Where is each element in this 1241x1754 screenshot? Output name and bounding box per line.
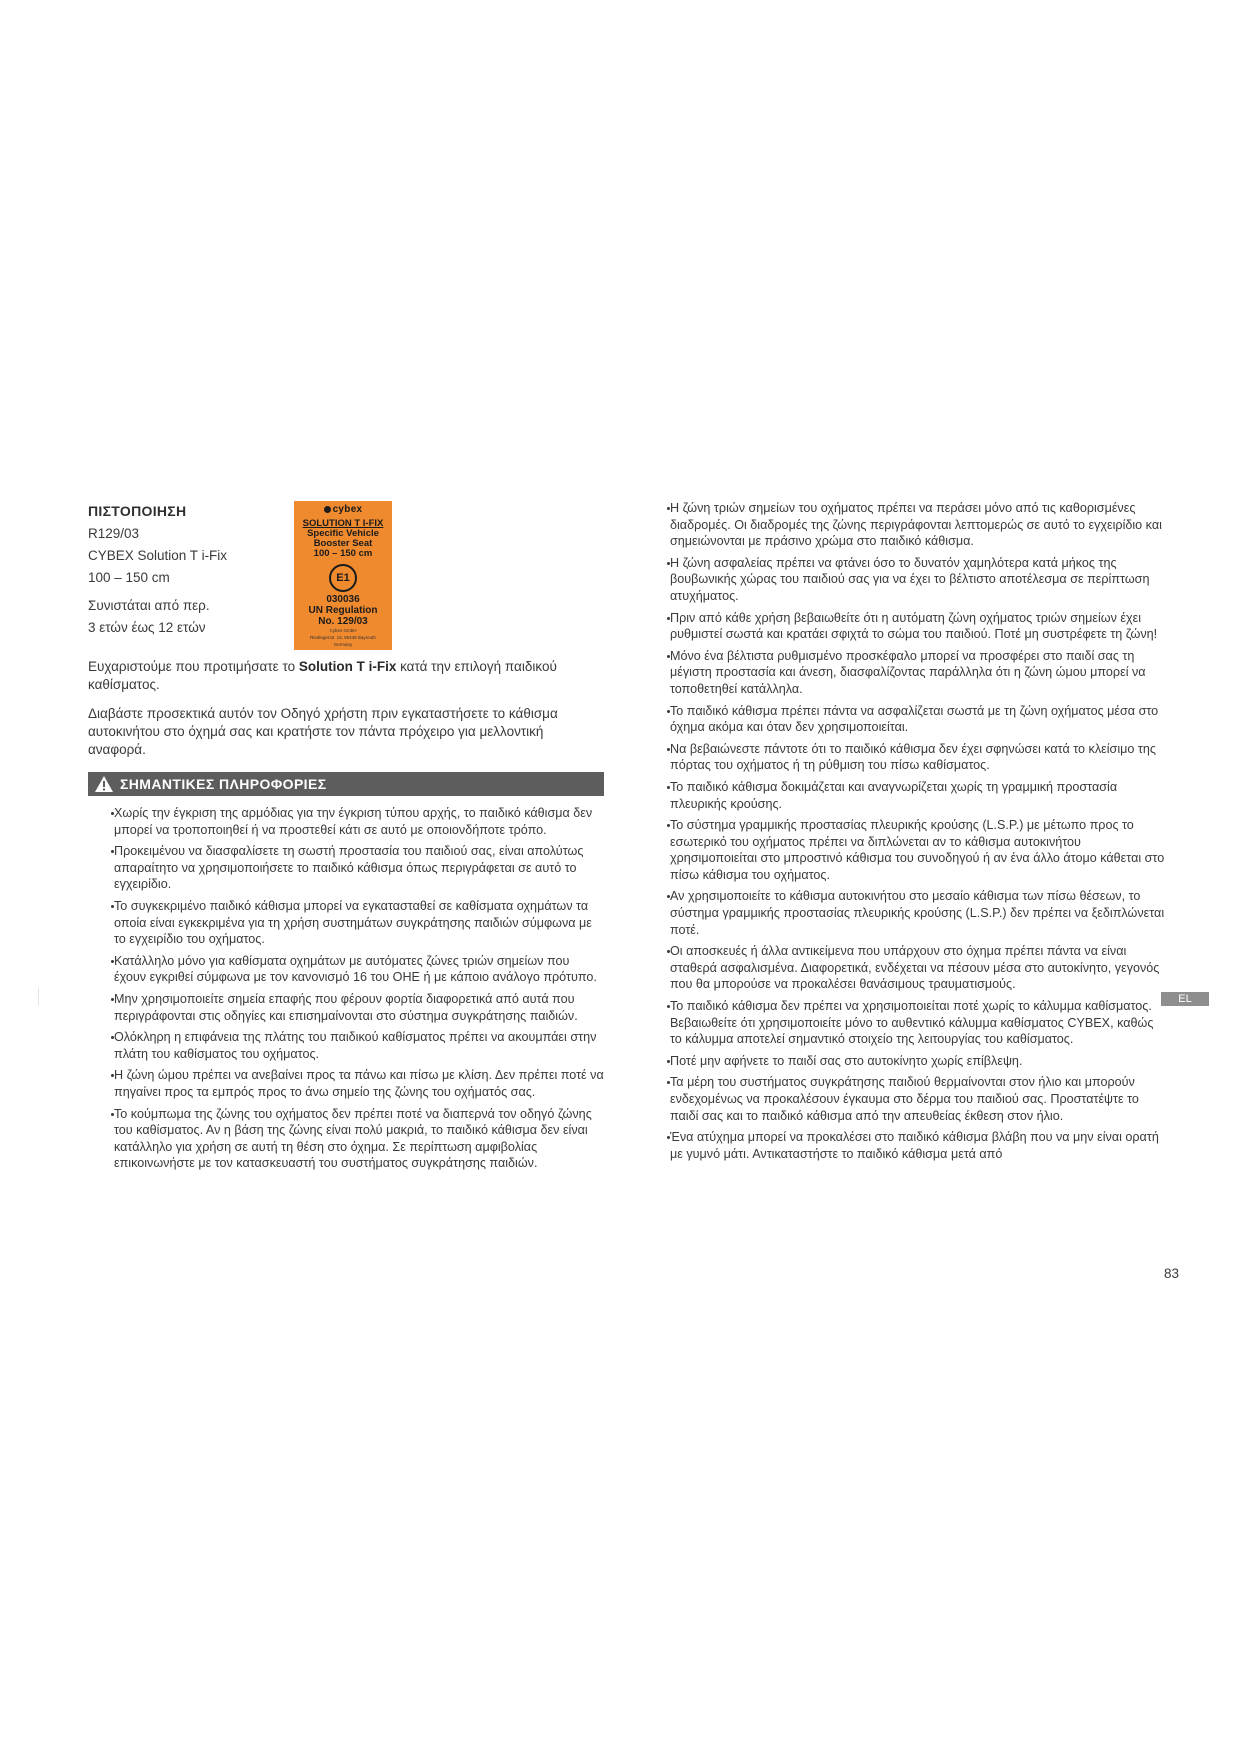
scan-edge-mark <box>38 988 39 1006</box>
bullet-icon <box>667 562 670 565</box>
list-item-text: Μην χρησιμοποιείτε σημεία επαφής που φέρουν φορτία διαφορετικά από αυτά που περιγράφονται στις οδηγίες και επισημαίνονται στο σύστημα συγκράτησης παιδιών. <box>114 991 578 1023</box>
intro-text-start: Ευχαριστούμε που προτιμήσατε το <box>88 659 299 674</box>
label-regulation: UN Regulation <box>308 605 378 616</box>
list-item <box>88 1029 604 1062</box>
list-item-text: Ποτέ μην αφήνετε το παιδί σας στο αυτοκίνητο χωρίς επίβλεψη. <box>670 1053 1023 1068</box>
page-number: 83 <box>1164 1266 1180 1281</box>
list-item <box>666 998 1166 1048</box>
intro-product-name: Solution T i-Fix <box>298 659 397 674</box>
list-item <box>666 741 1166 774</box>
list-item-text: Χωρίς την έγκριση της αρμόδιας για την έγκριση τύπου αρχής, το παιδικό κάθισμα δεν μπορεί να τροποποιηθεί ή να προστεθεί κάτι σε αυτό με οποιονδήποτε τρόπο. <box>114 806 593 837</box>
bullet-icon <box>111 812 114 815</box>
list-item-text: Το παιδικό κάθισμα δεν πρέπει να χρησιμοποιείται ποτέ χωρίς το κάλυμμα καθίσματος. Βεβαιωθείτε ότι χρησιμοποιείτε μόνο το αυθεντικό κάλυμμα καθίσματος CYBEX, καθώς το κάλυμμα αποτελεί σημαντικό στοιχείο της λειτουργίας του καθίσματος. <box>670 999 1154 1047</box>
list-item-text: Το παιδικό κάθισμα δοκιμάζεται και αναγνωρίζεται χωρίς τη γραμμική προστασία πλευρικής κρούσης. <box>670 779 1118 811</box>
list-item <box>666 1074 1166 1124</box>
list-item-text: Ένα ατύχημα μπορεί να προκαλέσει στο παιδικό κάθισμα βλάβη που να μην είναι ορατή με γυμνό μάτι. Αντικαταστήστε το παιδικό κάθισμα μετά από <box>670 1130 1159 1161</box>
list-item-text: Πριν από κάθε χρήση βεβαιωθείτε ότι η αυτόματη ζώνη οχήματος τριών σημείων έχει ρυθμιστεί σωστά και κρατάει σφιχτά το σώμα του παιδιού. Ποτέ μη συστρέφετε τη ζώνη! <box>670 610 1158 642</box>
list-item <box>666 943 1166 993</box>
warning-triangle-icon <box>94 775 114 793</box>
list-item-text: Το σύστημα γραμμικής προστασίας πλευρικής κρούσης (L.S.P.) με μέτωπο προς το εσωτερικό του οχήματος πρέπει να διπλώνεται αν το κάθισμα αυτοκινήτου χρησιμοποιείται στο μπροστινό κάθισμα του συνοδηγού ή αν ένα άλλο άτομο κάθεται στο πίσω κάθισμα του οχήματος. <box>670 818 1165 882</box>
list-item-text: Το κούμπωμα της ζώνης του οχήματος δεν πρέπει ποτέ να διαπερνά τον οδηγό ζώνης του καθίσματος. Αν η βάση της ζώνης είναι πολύ μακριά, το παιδικό κάθισμα δεν είναι κατάλληλο για χρήση σε αυτή τη θέση στο όχημα. Σε περίπτωση αμφιβολίας επικοινωνήστε με τον κατασκευαστή του συστήματος συγκράτησης παιδιών. <box>114 1106 592 1171</box>
right-column <box>666 500 1166 1167</box>
bullet-icon <box>111 905 114 908</box>
bullet-icon <box>111 1113 114 1116</box>
certification-text <box>88 500 288 639</box>
list-item <box>88 991 604 1024</box>
bullet-icon <box>667 617 670 620</box>
label-fine-print-3: Germany <box>333 642 353 647</box>
list-item <box>88 1106 604 1172</box>
list-item <box>666 703 1166 736</box>
bullet-icon <box>667 710 670 713</box>
list-item-text: Η ζώνη τριών σημείων του οχήματος πρέπει να περάσει μόνο από τις καθορισμένες διαδρομές. Οι διαδρομές της ζώνης περιγράφονται λεπτομερώς σε αυτό το εγχειρίδιο και σημειώνονται με πράσινο χρώμα στο παιδικό κάθισμα. <box>670 501 1162 549</box>
certification-height-range: 100 – 150 cm <box>88 570 170 585</box>
list-item <box>88 805 604 838</box>
important-info-banner <box>88 772 604 796</box>
label-regulation-number: No. 129/03 <box>318 616 368 627</box>
bullet-icon <box>667 655 670 658</box>
label-brand-text: cybex <box>332 504 363 515</box>
bullet-icon <box>111 960 114 963</box>
left-column <box>88 500 604 1177</box>
list-item <box>666 888 1166 938</box>
list-item-text: Να βεβαιώνεστε πάντοτε ότι το παιδικό κάθισμα δεν έχει σφηνώσει κατά το κλείσιμο της πόρτας του οχήματος ή τη ρύθμιση του πίσω καθίσματος. <box>670 741 1156 773</box>
cybex-logo-icon <box>324 506 331 513</box>
list-item-text: Η ζώνη ασφαλείας πρέπει να φτάνει όσο το δυνατόν χαμηλότερα κατά μήκος της βουβωνικής χώρας του παιδιού σας για να έχει το βέλτιστο αποτέλεσμα σε περίπτωση ατυχήματος. <box>670 555 1150 603</box>
label-height-range: 100 – 150 cm <box>313 548 373 559</box>
bullet-icon <box>667 1060 670 1063</box>
label-approval-number: 030036 <box>326 594 360 605</box>
list-item <box>88 953 604 986</box>
list-item <box>88 898 604 948</box>
list-item <box>666 817 1166 883</box>
bullet-icon <box>667 507 670 510</box>
important-list-right <box>666 500 1166 1162</box>
certification-block <box>88 500 604 658</box>
list-item-text: Η ζώνη ώμου πρέπει να ανεβαίνει προς τα πάνω και πίσω με κλίση. Δεν πρέπει ποτέ να πηγαίνει προς τα εμπρός προς το άνω σημείο της ζώνης του οχήματός σας. <box>114 1068 604 1099</box>
list-item <box>666 779 1166 812</box>
list-item <box>88 843 604 893</box>
list-item <box>666 648 1166 698</box>
certification-standard: R129/03 <box>88 526 140 541</box>
bullet-icon <box>111 998 114 1001</box>
list-item-text: Τα μέρη του συστήματος συγκράτησης παιδιού θερμαίνονται στον ήλιο και μπορούν ενδεχομένως να προκαλέσουν έγκαυμα στο δέρμα του παιδιού σας. Προστατέψτε το παιδί σας και το παιδικό κάθισμα από την απευθείας έκθεση στον ήλιο. <box>670 1075 1139 1123</box>
intro-paragraph-2: Διαβάστε προσεκτικά αυτόν τον Οδηγό χρήστη πριν εγκαταστήσετε το κάθισμα αυτοκινήτου στο όχημά σας και κρατήστε τον πάντα πρόχειρο για μελλοντική αναφορά. <box>88 706 558 757</box>
certification-product: CYBEX Solution T i-Fix <box>88 548 228 563</box>
important-list-left <box>88 805 604 1172</box>
certification-age-line-1: Συνιστάται από περ. <box>88 598 210 613</box>
label-fine-print-1: Cybex GmbH <box>329 628 357 633</box>
list-item-text: Οι αποσκευές ή άλλα αντικείμενα που υπάρχουν στο όχημα πρέπει πάντα να είναι σταθερά ασφαλισμένα. Διαφορετικά, ενδέχεται να πέσουν μέσα στο αυτοκίνητο, γεγονός που θα μπορούσε να προκαλέσει θανάσιμους τραυματισμούς. <box>670 944 1160 992</box>
list-item <box>666 555 1166 605</box>
list-item <box>666 1053 1166 1070</box>
e-mark-icon: E1 <box>329 564 357 592</box>
list-item <box>666 500 1166 550</box>
certification-age-line-2: 3 ετών έως 12 ετών <box>88 620 206 635</box>
intro-text-end: κατά την επιλογή παιδικού καθίσματος. <box>88 659 557 692</box>
list-item <box>666 610 1166 643</box>
label-category-2: Booster Seat <box>313 538 373 549</box>
bullet-icon <box>667 748 670 751</box>
list-item-text: Ολόκληρη η επιφάνεια της πλάτης του παιδικού καθίσματος πρέπει να ακουμπάει στην πλάτη του καθίσματος του οχήματος. <box>114 1030 597 1061</box>
list-item-text: Μόνο ένα βέλτιστα ρυθμισμένο προσκέφαλο μπορεί να προσφέρει στο παιδί σας τη μέγιστη προστασία και άνεση, διασφαλίζοντας παράλληλα ότι η ζώνη ώμου μπορεί να τοποθετηθεί κατάλληλα. <box>670 648 1146 696</box>
intro-paragraph-1 <box>88 658 604 694</box>
certification-title: ΠΙΣΤΟΠΟΙΗΣΗ <box>88 503 187 519</box>
list-item-text: Προκειμένου να διασφαλίσετε τη σωστή προστασία του παιδιού σας, είναι απολύτως απαραίτητο να χρησιμοποιήσετε το παιδικό κάθισμα όπως περιγράφεται σε αυτό το εγχειρίδιο. <box>114 844 584 892</box>
language-tab: EL <box>1161 992 1209 1006</box>
list-item-text: Το συγκεκριμένο παιδικό κάθισμα μπορεί να εγκατασταθεί σε καθίσματα οχημάτων τα οποία είναι εγκεκριμένα για τη χρήση συστημάτων συγκράτησης παιδιών σύμφωνα με το εγχειρίδιο του οχήματος. <box>114 898 592 947</box>
bullet-icon <box>667 786 670 789</box>
list-item <box>666 1129 1166 1162</box>
label-fine-print-2: Riedingerstr. 18, 95448 Bayreuth <box>310 635 376 640</box>
list-item-text: Κατάλληλο μόνο για καθίσματα οχημάτων με αυτόματες ζώνες τριών σημείων που έχουν εγκριθεί σύμφωνα με τον κανονισμό 16 του ΟΗΕ ή με κάποιο ανάλογο πρότυπο. <box>114 953 597 985</box>
list-item-text: Αν χρησιμοποιείτε το κάθισμα αυτοκινήτου στο μεσαίο κάθισμα των πίσω θέσεων, το σύστημα γραμμικής προστασίας πλευρικής κρούσης (L.S.P.) δεν πρέπει να ξεδιπλώνεται ποτέ. <box>670 889 1165 937</box>
approval-label <box>294 501 392 650</box>
list-item-text: Το παιδικό κάθισμα πρέπει πάντα να ασφαλίζεται σωστά με τη ζώνη οχήματος μέσα στο όχημα ακόμα και όταν δεν χρησιμοποιείται. <box>670 703 1159 735</box>
list-item <box>88 1067 604 1100</box>
important-info-heading: ΣΗΜΑΝΤΙΚΕΣ ΠΛΗΡΟΦΟΡΙΕΣ <box>120 776 327 792</box>
label-brand <box>294 504 392 515</box>
label-category-1: Specific Vehicle <box>307 528 379 539</box>
label-product-name: SOLUTION T I-FIX <box>302 518 384 529</box>
